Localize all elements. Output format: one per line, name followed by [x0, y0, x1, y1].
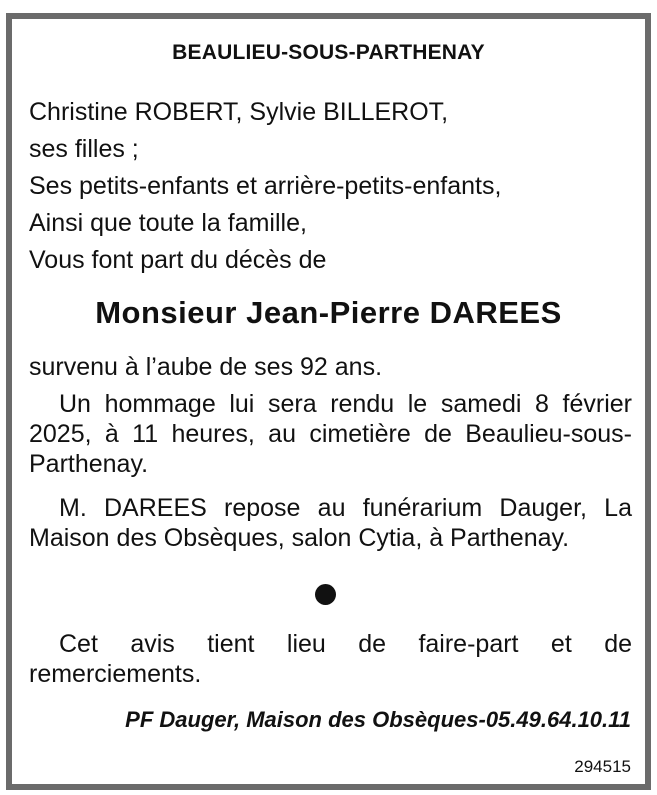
family-line: ses filles ; — [29, 135, 139, 163]
tribute-paragraph: Un hommage lui sera rendu le samedi 8 février 2025, à 11 heures, au cimetière de Beaulieu-sous-Parthenay. — [29, 390, 632, 478]
deceased-name: Monsieur Jean-Pierre DAREES — [95, 295, 562, 330]
age-line: survenu à l’aube de ses 92 ans. — [29, 353, 383, 381]
thanks-paragraph: Cet avis tient lieu de faire-part et de remerciements. — [29, 630, 632, 688]
town-heading: BEAULIEU-SOUS-PARTHENAY — [172, 41, 485, 64]
family-line: Ainsi que toute la famille, — [29, 209, 307, 237]
family-line: Ses petits-enfants et arrière-petits-enfants, — [29, 172, 502, 200]
bullet-separator — [315, 584, 336, 605]
family-line: Vous font part du décès de — [29, 246, 327, 274]
notice-content — [12, 19, 645, 784]
repose-paragraph: M. DAREES repose au funérarium Dauger, La Maison des Obsèques, salon Cytia, à Parthenay. — [29, 494, 632, 552]
family-line: Christine ROBERT, Sylvie BILLEROT, — [29, 98, 449, 126]
funeral-home-contact: PF Dauger, Maison des Obsèques-05.49.64.10.11 — [125, 707, 631, 732]
reference-number: 294515 — [574, 757, 631, 776]
obituary-notice — [6, 13, 651, 790]
